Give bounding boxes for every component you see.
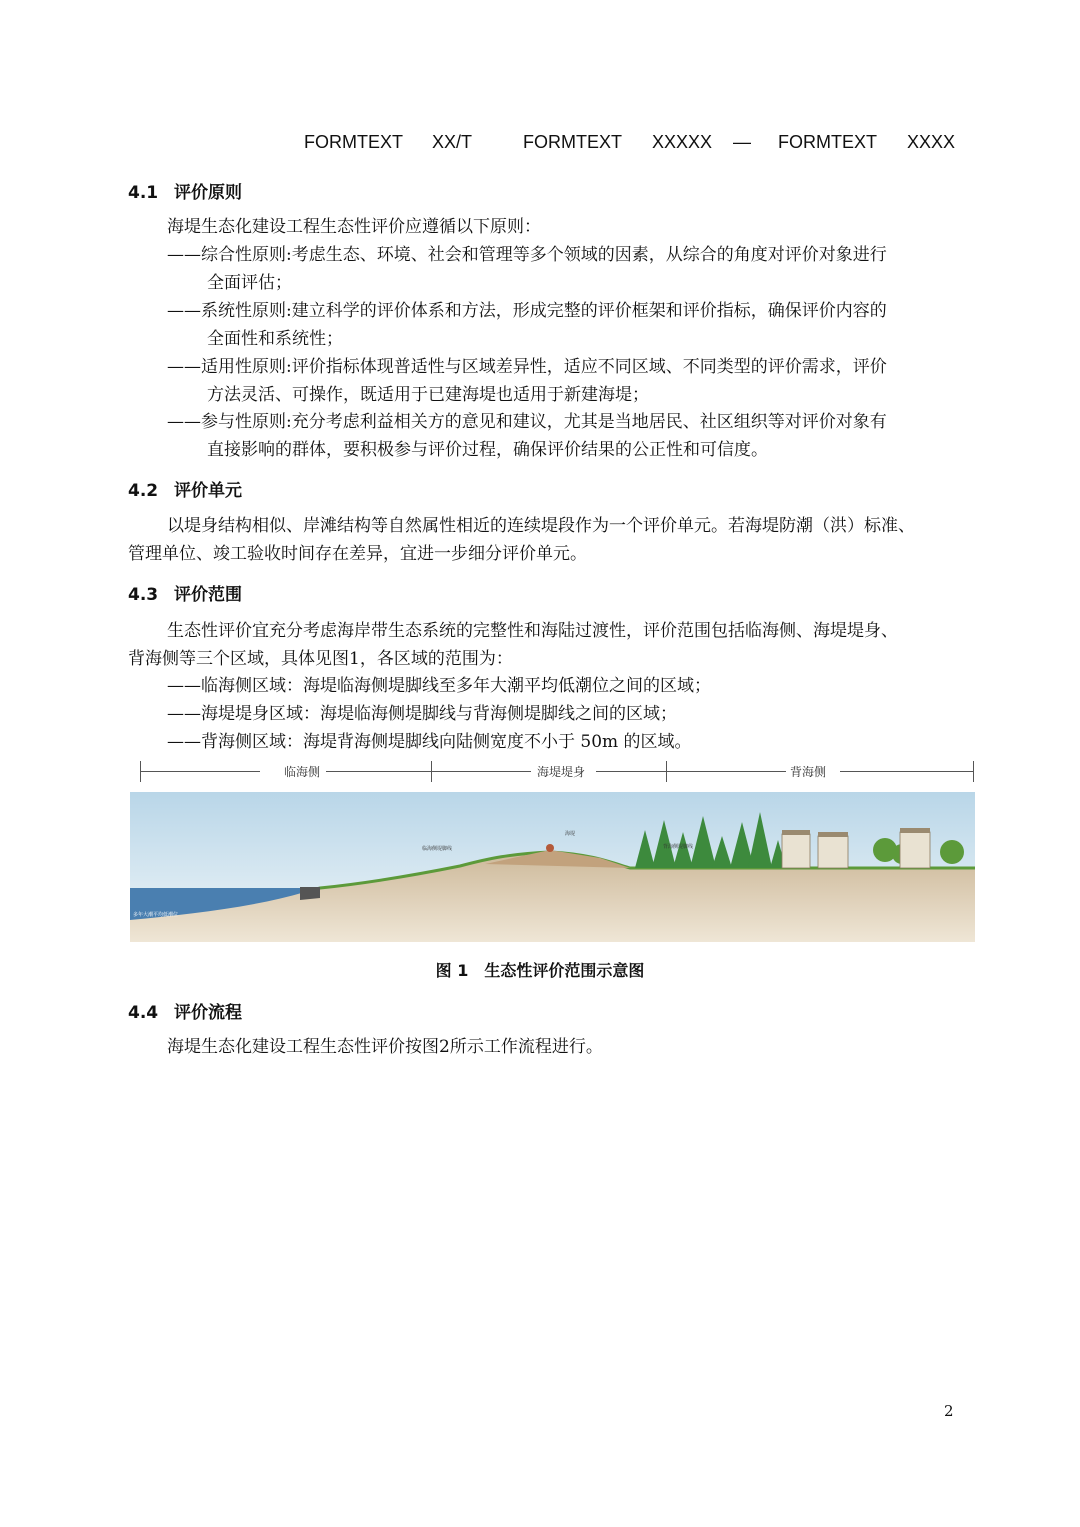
header-value-3: XXXX [907,132,956,152]
seawall-toe [300,887,320,900]
section-number: 4.2 [128,481,159,501]
section-heading-4-1 [128,178,242,203]
ruler-line [840,771,973,772]
ruler-line [140,771,260,772]
label-low-tide-level: 多年大潮平均低潮位 [133,912,179,918]
label-sea-toe-line: 临海侧堤脚线 [422,846,453,852]
section-number: 4.1 [128,183,159,203]
header-value-2: XXXXX [652,132,713,152]
paragraph: 海堤生态化建设工程生态性评价应遵循以下原则： [167,217,541,237]
ruler-line [666,771,786,772]
list-item: ——参与性原则:充分考虑利益相关方的意见和建议，尤其是当地居民、社区组织等对评价对象有 [167,412,887,432]
section-title: 评价原则 [174,183,242,203]
ruler-line [326,771,431,772]
section-heading-4-2 [128,476,242,501]
paragraph-continuation: 背海侧等三个区域，具体见图1，各区域的范围为： [128,649,513,669]
zone-label-dike-body: 海堤堤身 [537,765,586,779]
label-land-toe-line: 背海侧堤脚线 [663,844,694,850]
section-title: 评价范围 [174,585,242,605]
list-item: ——临海侧区域：海堤临海侧堤脚线至多年大潮平均低潮位之间的区域； [167,676,711,696]
list-item-continuation: 全面性和系统性； [207,329,343,349]
ruler-line [431,771,531,772]
list-item: ——海堤堤身区域：海堤临海侧堤脚线与背海侧堤脚线之间的区域； [167,704,677,724]
section-title: 评价单元 [174,481,242,501]
list-item: ——背海侧区域：海堤背海侧堤脚线向陆侧宽度不小于 50m 的区域。 [167,732,692,752]
zone-label-land-side: 背海侧 [790,765,827,779]
label-dike: 海堤 [565,831,576,837]
figure-caption: 图 1 生态性评价范围示意图 [435,961,645,980]
zone-ruler [140,760,974,784]
list-item-continuation: 全面评估； [207,273,292,293]
header-field-2: FORMTEXT [523,132,622,152]
list-item: ——系统性原则:建立科学的评价体系和方法，形成完整的评价框架和评价指标，确保评价内容的 [167,301,887,321]
paragraph: 以堤身结构相似、岸滩结构等自然属性相近的连续堤段作为一个评价单元。若海堤防潮（洪）标准、 [167,516,915,536]
header-field-1: FORMTEXT [304,132,403,152]
header-value-1: XX/T [432,132,473,152]
header-dash: — [733,132,751,152]
section-title: 评价流程 [174,1003,242,1023]
section-number: 4.4 [128,1003,159,1023]
paragraph: 海堤生态化建设工程生态性评价按图2所示工作流程进行。 [167,1037,603,1057]
section-heading-4-3 [128,580,242,605]
section-heading-4-4 [128,998,242,1023]
section-number: 4.3 [128,585,159,605]
ruler-tick [973,761,974,782]
page-number: 2 [944,1402,954,1420]
page-header [0,132,1080,156]
list-item-continuation: 方法灵活、可操作，既适用于已建海堤也适用于新建海堤； [207,385,649,405]
paragraph-continuation: 管理单位、竣工验收时间存在差异，宜进一步细分评价单元。 [128,544,587,564]
dike-cross-section-illustration [130,792,975,942]
list-item: ——适用性原则:评价指标体现普适性与区域差异性，适应不同区域、不同类型的评价需求，评价 [167,357,887,377]
header-field-3: FORMTEXT [778,132,877,152]
list-item-continuation: 直接影响的群体，要积极参与评价过程，确保评价结果的公正性和可信度。 [207,440,768,460]
ruler-line [596,771,666,772]
paragraph: 生态性评价宜充分考虑海岸带生态系统的完整性和海陆过渡性，评价范围包括临海侧、海堤堤身、 [167,621,898,641]
list-item: ——综合性原则:考虑生态、环境、社会和管理等多个领域的因素，从综合的角度对评价对象进行 [167,245,887,265]
zone-label-sea-side: 临海侧 [284,765,321,779]
